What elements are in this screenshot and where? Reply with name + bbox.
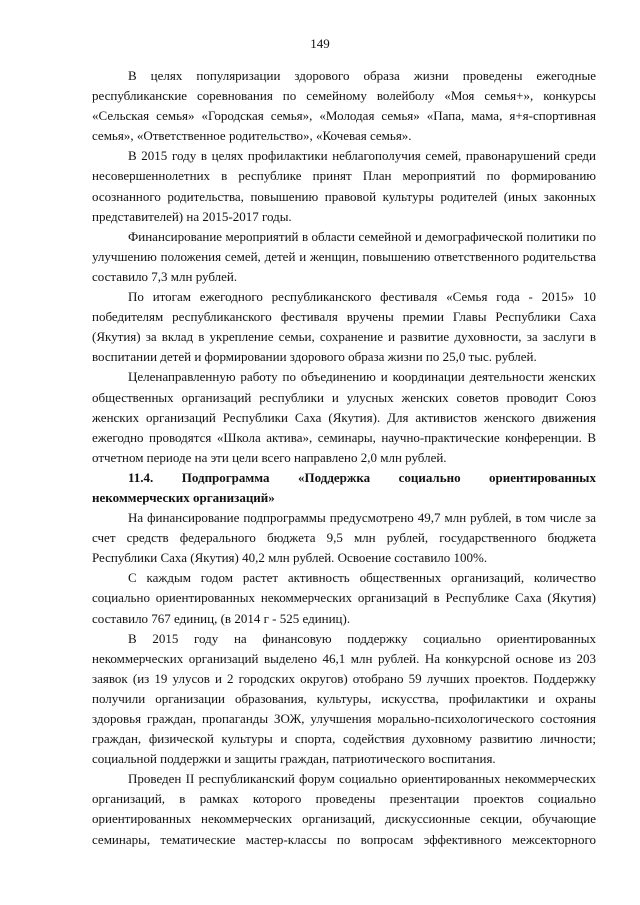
paragraph-family-competitions: В целях популяризации здорового образа жизни проведены ежегодные республиканские соревнования по семейному волейболу «Моя семья+», конкурсы «Сельская семья» «Городская семья», «Молодая семья» «Папа, мама, я+я-спортивная семья», «Ответственное родительство», «Кочевая семья». [92,68,596,144]
section-word-support: «Поддержка [298,469,371,485]
section-word-social: социально [398,469,461,485]
section-heading [92,468,596,508]
paragraph-family-policy-funding: Финансирование мероприятий в области семейной и демографической политики по улучшению положения семей, детей и женщин, повышению ответственного родительства составило 7,3 млн рублей. [92,228,596,284]
paragraph-nko-forum: Проведен II республиканский форум социально ориентированных некоммерческих организаций, в рамках которого проведены презентации проектов социально ориентированных некоммерческих организаций, дискуссионные секции, обучающие семинары, тематические мастер-классы по вопросам эффективного межсекторного [92,771,596,847]
paragraph-womens-organizations: Целенаправленную работу по объединению и координации деятельности женских общественных организаций республики и улусных женских советов проводит Союз женских организаций Республики Саха (Якутия). Для активистов женского движения ежегодно проводятся «Школа актива», семинары, научно-практические конференции. В отчетном периоде на эти цели всего направлено 2,0 млн рублей. [92,369,596,465]
section-heading-line2: некоммерческих организаций» [92,489,275,505]
paragraph-nko-activity: С каждым годом растет активность общественных организаций, количество социально ориентированных некоммерческих организаций в Республике Саха (Якутия) составило 767 единиц, (в 2014 г - 525 единиц). [92,570,596,626]
section-number: 11.4. [128,469,154,485]
page-number: 149 [310,36,330,51]
section-word-oriented: ориентированных [489,469,596,485]
section-heading-line1 [92,468,596,488]
paragraph-subprogram-funding: На финансирование подпрограммы предусмотрено 49,7 млн рублей, в том числе за счет средств федерального бюджета 9,5 млн рублей, государственного бюджета Республики Саха (Якутия) 40,2 млн рублей. Освоение составило 100%. [92,510,596,566]
document-body [92,66,596,850]
section-word-subprogram: Подпрограмма [181,469,270,485]
paragraph-family-of-year-festival: По итогам ежегодного республиканского фестиваля «Семья года - 2015» 10 победителям республиканского фестиваля вручены премии Главы Республики Саха (Якутия) за вклад в укрепление семьи, сохранение и развитие духовности, за заслуги в воспитании детей и формировании здорового образа жизни по 25,0 тыс. рублей. [92,289,596,365]
paragraph-parenting-plan: В 2015 году в целях профилактики неблагополучия семей, правонарушений среди несовершеннолетних в республике принят План мероприятий по формированию осознанного родительства, повышению правовой культуры родителей (иных законных представителей) на 2015-2017 годы. [92,148,596,224]
paragraph-nko-grants: В 2015 году на финансовую поддержку социально ориентированных некоммерческих организаций выделено 46,1 млн рублей. На конкурсной основе из 203 заявок (из 19 улусов и 2 городских округов) отобрано 59 лучших проектов. Поддержку получили организации образования, культуры, искусства, профилактики и охраны здоровья граждан, пропаганды ЗОЖ, улучшения морально-психологического состояния граждан, физической культуры и спорта, содействия духовному развитию личности; социальной поддержки и защиты граждан, патриотического воспитания. [92,630,596,767]
